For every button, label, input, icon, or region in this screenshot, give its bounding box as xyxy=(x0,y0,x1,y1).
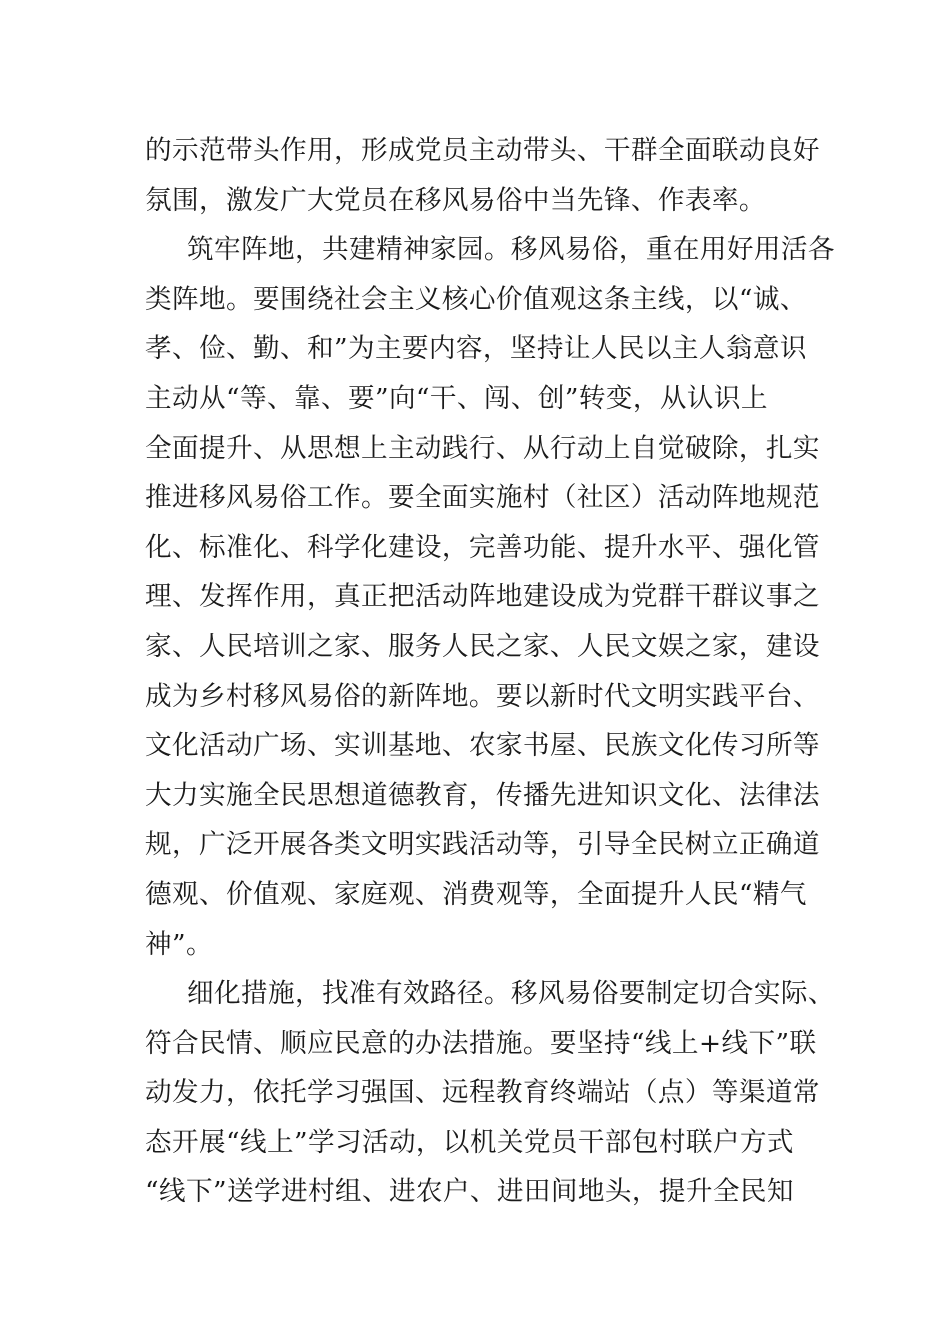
text-line: 大力实施全民思想道德教育，传播先进知识文化、法律法 xyxy=(145,779,820,811)
text-line: 规，广泛开展各类文明实践活动等，引导全民树立正确道 xyxy=(145,829,820,861)
text-line: 符合民情、顺应民意的办法措施。要坚持“线上+线下”联 xyxy=(145,1027,817,1059)
paragraph-start-line: 筑牢阵地，共建精神家园。移风易俗，重在用好用活各 xyxy=(187,234,835,266)
text-line: 的示范带头作用，形成党员主动带头、干群全面联动良好 xyxy=(145,135,820,166)
text-line: 类阵地。要围绕社会主义核心价值观这条主线，以“诚、 xyxy=(145,283,807,315)
text-line: 态开展“线上”学习活动，以机关党员干部包村联户方式 xyxy=(145,1126,794,1158)
paragraph-start-line: 细化措施，找准有效路径。移风易俗要制定切合实际、 xyxy=(187,978,835,1010)
body-text xyxy=(145,126,835,1217)
text-line: 文化活动广场、实训基地、农家书屋、民族文化传习所等 xyxy=(145,730,820,762)
text-line: 推进移风易俗工作。要全面实施村（社区）活动阵地规范 xyxy=(145,482,820,514)
text-line: 动发力，依托学习强国、远程教育终端站（点）等渠道常 xyxy=(145,1077,820,1109)
text-line: 化、标准化、科学化建设，完善功能、提升水平、强化管 xyxy=(145,531,820,563)
text-line: 神”。 xyxy=(145,928,213,960)
text-line: 氛围，激发广大党员在移风易俗中当先锋、作表率。 xyxy=(145,184,766,216)
text-line: 孝、俭、勤、和”为主要内容，坚持让人民以主人翁意识 xyxy=(145,333,807,365)
text-line: 德观、价值观、家庭观、消费观等，全面提升人民“精气 xyxy=(145,878,807,910)
text-line: 成为乡村移风易俗的新阵地。要以新时代文明实践平台、 xyxy=(145,680,820,712)
text-line: 主动从“等、靠、要”向“干、闯、创”转变，从认识上 xyxy=(145,382,768,414)
text-line: 理、发挥作用，真正把活动阵地建设成为党群干群议事之 xyxy=(145,581,820,613)
text-line: 家、人民培训之家、服务人民之家、人民文娱之家，建设 xyxy=(145,630,820,662)
text-line: “线下”送学进村组、进农户、进田间地头，提升全民知 xyxy=(145,1176,794,1208)
text-line: 全面提升、从思想上主动践行、从行动上自觉破除，扎实 xyxy=(145,432,820,464)
